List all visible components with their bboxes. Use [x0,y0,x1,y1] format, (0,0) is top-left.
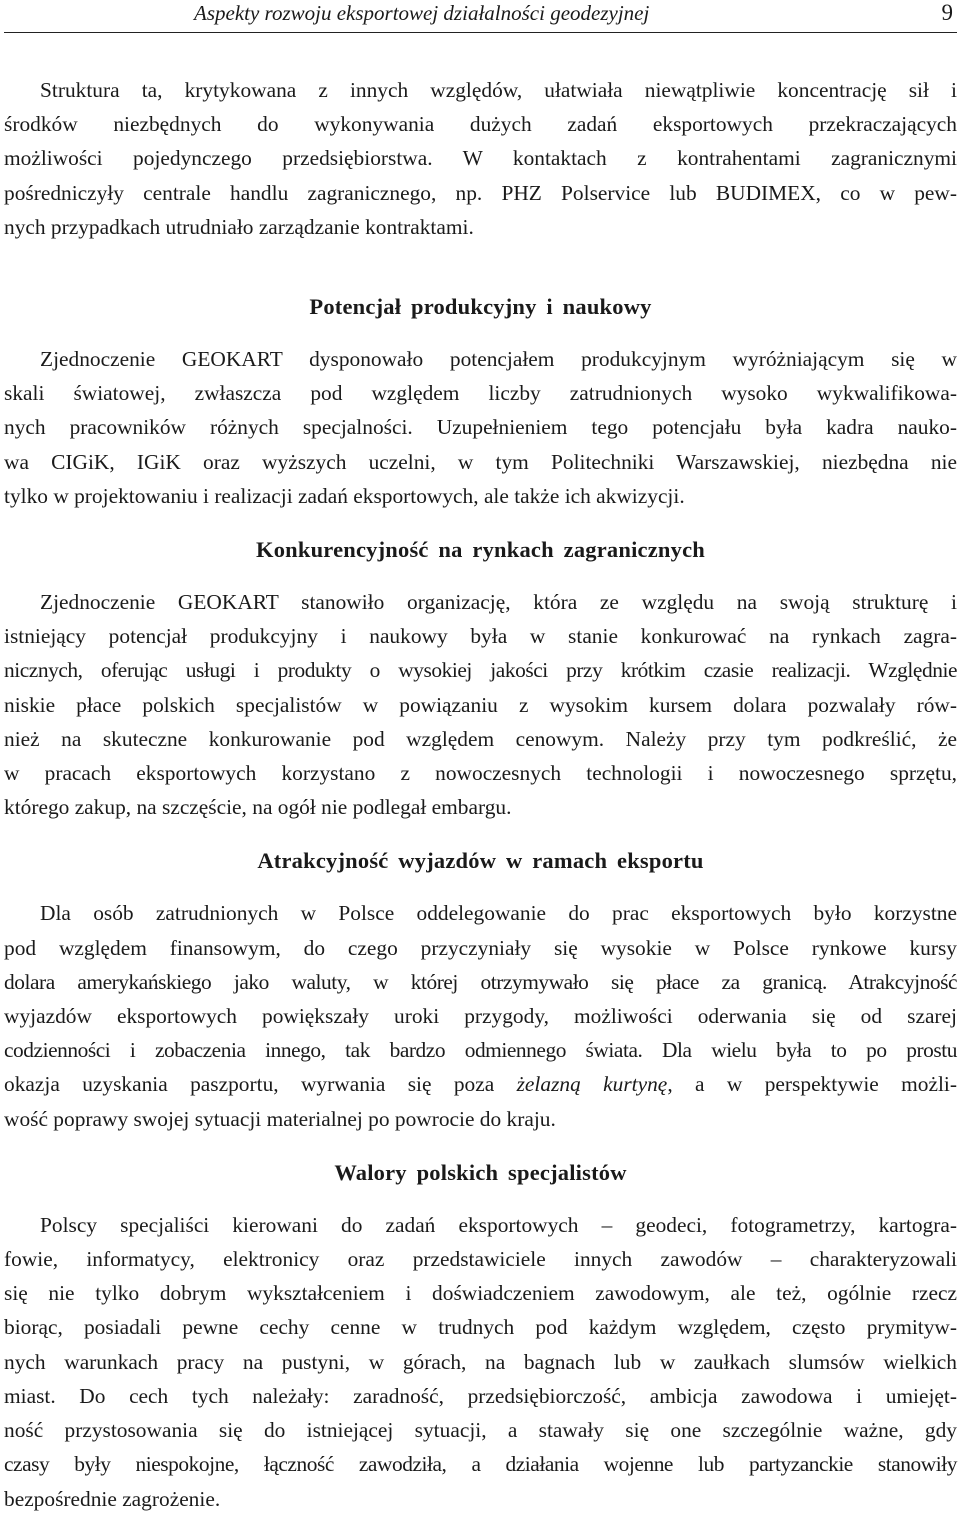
running-title: Aspekty rozwoju eksportowej działalności geodezyjnej [194,1,650,25]
section-paragraph-potencjal [4,342,957,513]
text-line: Dla osób zatrudnionych w Polsce oddelegowanie do prac eksportowych było korzystne [40,901,957,926]
running-header [4,0,957,33]
text-line: czasy były niespokojne, łączność zawodziła, a działania wojenne lub partyzanckie stanowiły [4,1452,957,1477]
text-line: Zjednoczenie GEOKART stanowiło organizację, która ze względu na swoją strukturę i [40,590,957,615]
text-line: istniejący potencjał produkcyjny i naukowy była w stanie konkurować na rynkach zagra- [4,624,957,649]
text-line: pośredniczyły centrale handlu zagranicznego, np. PHZ Polservice lub BUDIMEX, co w pew- [4,180,957,205]
text-line: tylko w projektowaniu i realizacji zadań eksportowych, ale także ich akwizycji. [4,483,685,508]
section-heading-atrakcyjnosc: Atrakcyjność wyjazdów w ramach eksportu [257,848,704,874]
section-paragraph-atrakcyjnosc [4,896,957,1135]
text-line: Zjednoczenie GEOKART dysponowało potencjałem produkcyjnym wyróżniającym się w [40,347,957,372]
text-line: Polscy specjaliści kierowani do zadań eksportowych – geodeci, fotogrametrzy, kartogra- [40,1212,957,1237]
text-line: miast. Do cech tych należały: zaradność, przedsiębiorczość, ambicja zawodowa i umiejęt- [4,1383,957,1408]
text-line: Struktura ta, krytykowana z innych względów, ułatwiała niewątpliwie koncentrację sił i [40,78,957,102]
text-line: dolara amerykańskiego jako waluty, w której otrzymywało się płace za granicą. Atrakcyjność [4,969,957,994]
text-line: możliwości pojedynczego przedsiębiorstwa. W kontaktach z kontrahentami zagranicznymi [4,146,957,171]
intro-paragraph [4,73,957,244]
text-line: nych pracowników różnych specjalności. Uzupełnieniem tego potencjału była kadra nauko- [4,415,957,440]
text-line: wa CIGiK, IGiK oraz wyższych uczelni, w tym Politechniki Warszawskiej, niezbędna nie [4,449,957,474]
text-line: w pracach eksportowych korzystano z nowoczesnych technologii i nowoczesnego sprzętu, [4,761,957,786]
section-paragraph-walory [4,1208,957,1516]
text-run: okazja uzyskania paszportu, wyrwania się poza [4,1072,517,1097]
text-line: nież na skuteczne konkurowanie pod względem cenowym. Należy przy tym podkreślić, że [4,726,957,751]
text-line: nych warunkach pracy na pustyni, w górach, na bagnach lub w zaułkach slumsów wielkich [4,1349,957,1374]
text-line: wyjazdów eksportowych powiększały uroki przygody, możliwości oderwania się od szarej [4,1004,957,1029]
text-line: skali światowej, zwłaszcza pod względem liczby zatrudnionych wysoko wykwalifikowa- [4,381,957,406]
text-line: ność przystosowania się do istniejącej sytuacji, a stawały się one szczególnie ważne, gdy [4,1418,957,1443]
text-line: wość poprawy swojej sytuacji materialnej po powrocie do kraju. [4,1106,556,1131]
text-line: którego zakup, na szczęście, na ogół nie podlegał embargu. [4,795,512,820]
text-line: nych przypadkach utrudniało zarządzanie kontraktami. [4,214,474,239]
page-number: 9 [941,0,953,25]
section-heading-walory: Walory polskich specjalistów [334,1159,627,1185]
text-line: niskie płace polskich specjalistów w powiązaniu z wysokim kursem dolara pozwalały rów- [4,692,957,717]
section-heading-konkurencyjnosc: Konkurencyjność na rynkach zagranicznych [256,537,705,563]
text-line: się nie tylko dobrym wykształceniem i doświadczeniem zawodowym, ale też, ogólnie rzecz [4,1281,957,1306]
italic-phrase: żelazną kurtynę [516,1072,668,1097]
text-run: , a w perspektywie możli- [667,1072,957,1097]
text-line: biorąc, posiadali pewne cechy cenne w trudnych pod każdym względem, często prymityw- [4,1315,957,1340]
text-line: nicznych, oferując usługi i produkty o wysokiej jakości przy krótkim czasie realizacji. Względnie [4,658,957,683]
text-line: środków niezbędnych do wykonywania dużych zadań eksportowych przekraczających [4,112,957,137]
text-line: fowie, informatycy, elektronicy oraz przedstawiciele innych zawodów – charakteryzowali [4,1247,957,1272]
document-page [4,0,957,1516]
text-line: codzienności i zobaczenia innego, tak bardzo odmiennego świata. Dla wielu była to po prostu [4,1038,957,1063]
section-heading-potencjal: Potencjał produkcyjny i naukowy [309,294,652,320]
text-line [4,1067,957,1101]
section-paragraph-konkurencyjnosc [4,585,957,824]
text-line: bezpośrednie zagrożenie. [4,1486,221,1511]
text-line: pod względem finansowym, do czego przyczyniały się wysokie w Polsce rynkowe kursy [4,935,957,960]
